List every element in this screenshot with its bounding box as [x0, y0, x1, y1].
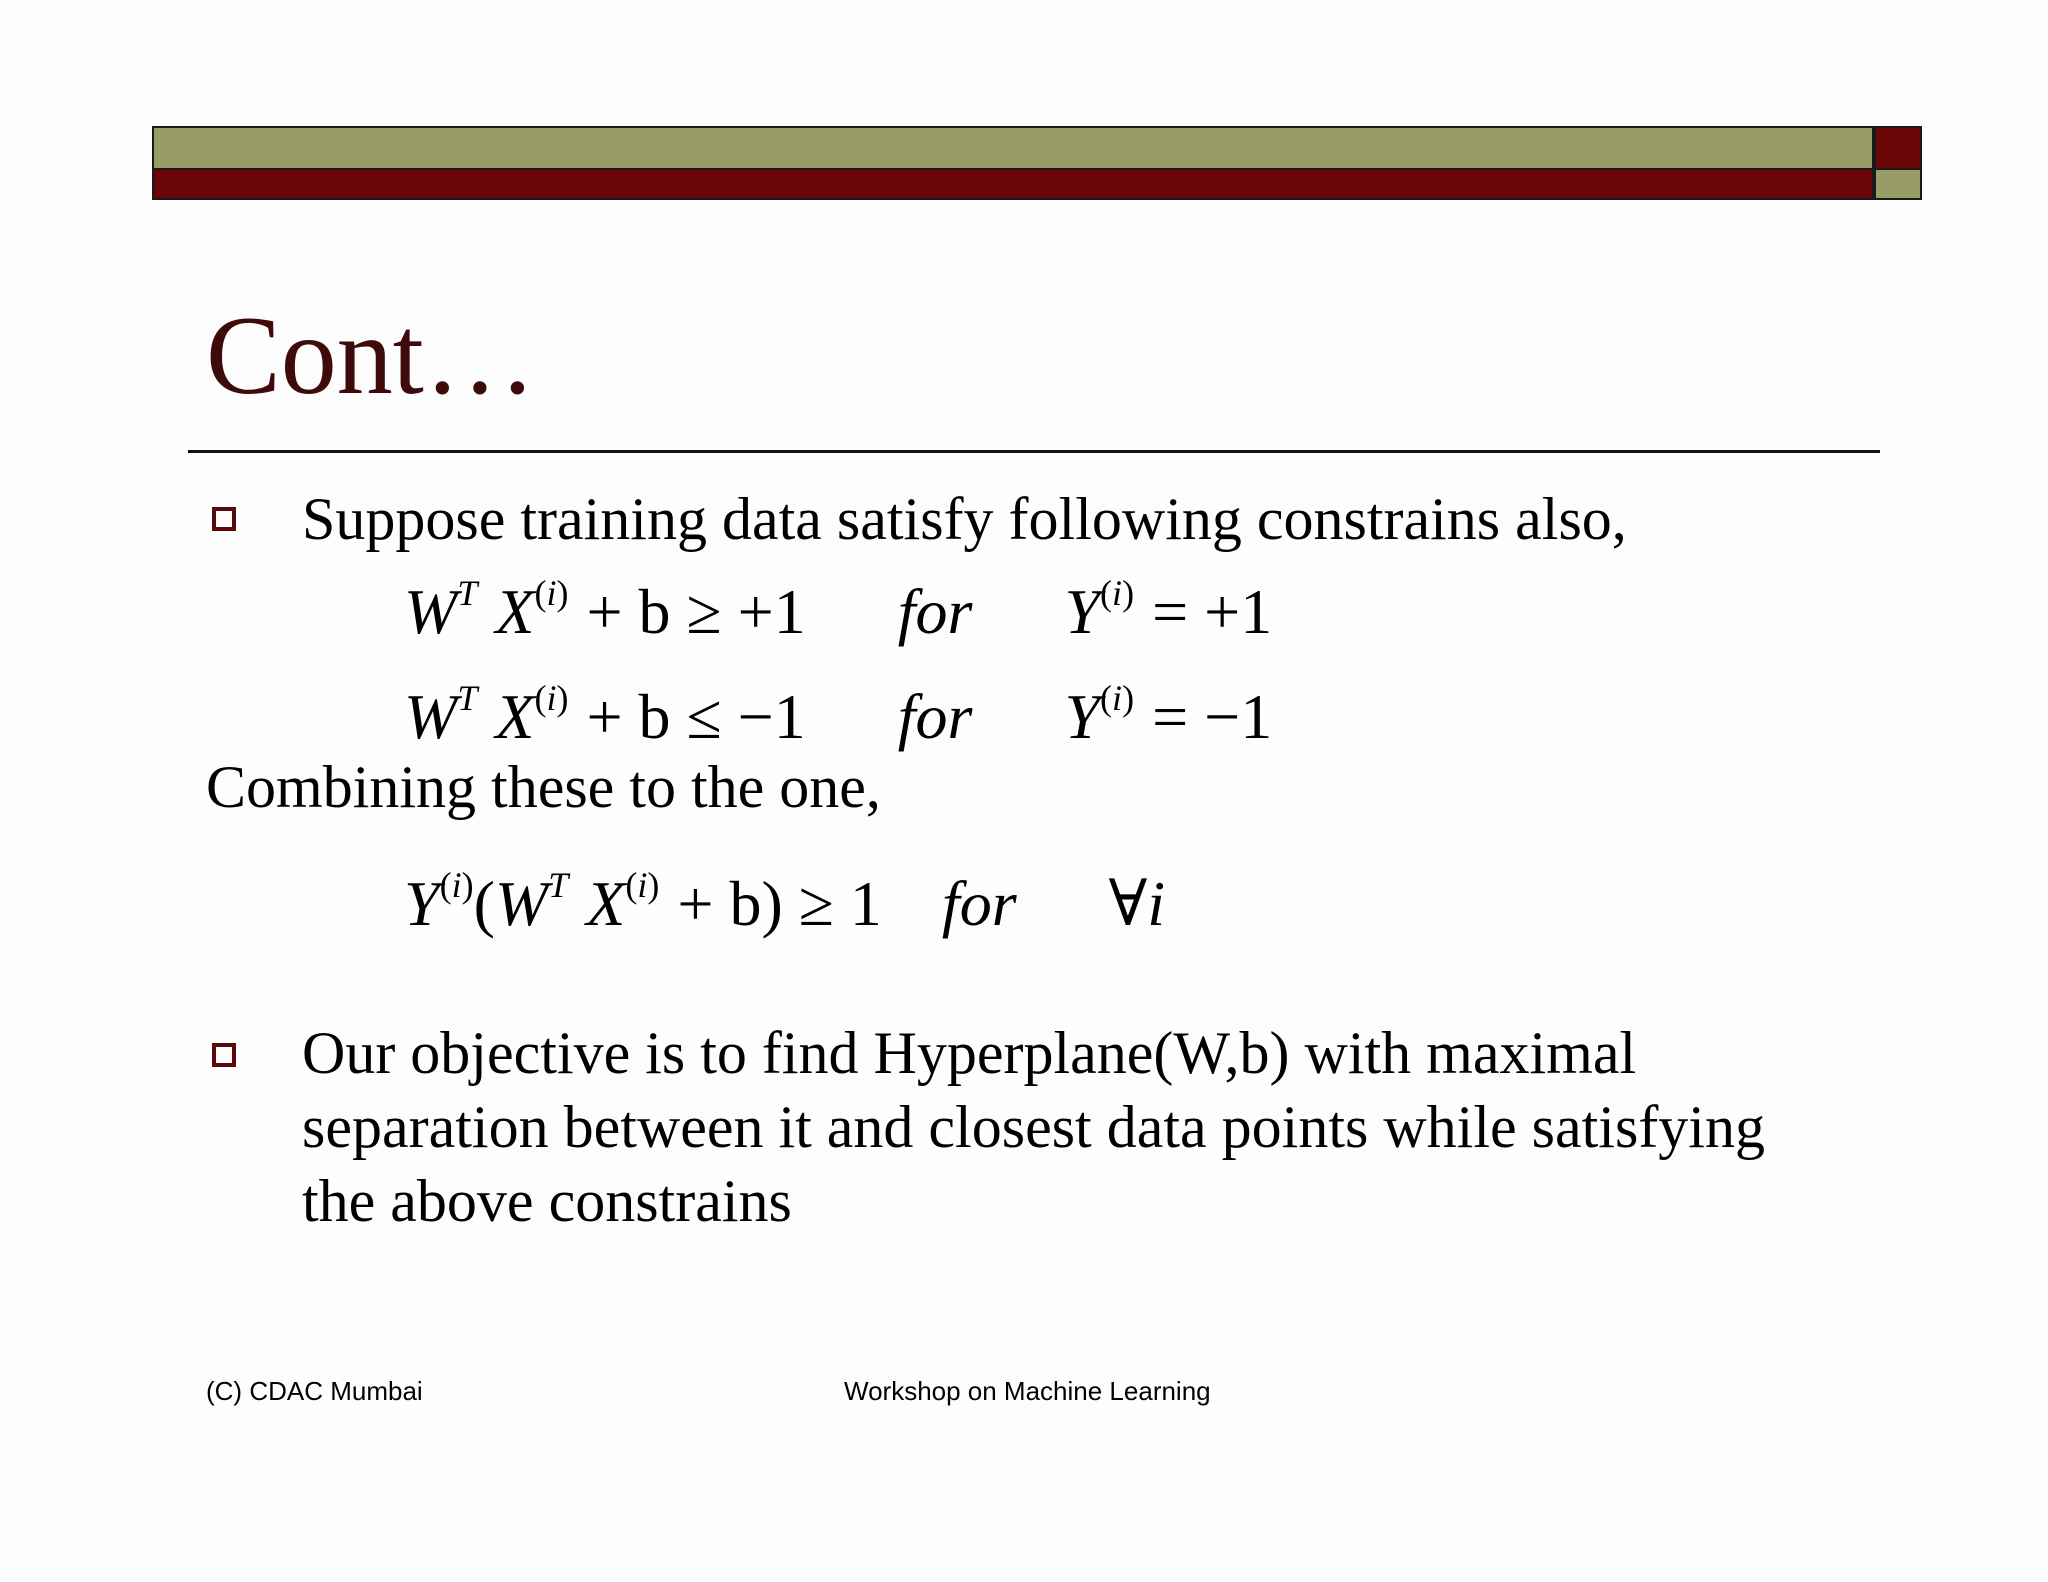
bullet-text-objective-line-1: Our objective is to find Hyperplane(W,b) with maximal [302, 1020, 1637, 1086]
bullet-text-objective-line-3: the above constrains [302, 1168, 792, 1234]
header-bar-maroon [152, 170, 1874, 200]
equation-3-lhs: + b) ≥ 1 [677, 868, 882, 939]
equation-3-for: for [941, 868, 1017, 939]
equation-constraint-negative: $W^T$ $X^{(i)} + b \le -1$ for $Y^{(i)} = -1$ [404, 678, 1273, 752]
footer-workshop-title: Workshop on Machine Learning [844, 1376, 1211, 1406]
equation-1-lhs: + b ≥ +1 [586, 576, 806, 647]
bullet-square-icon [212, 507, 236, 531]
header-square-maroon [1874, 126, 1922, 170]
bullet-text-objective-line-2: separation between it and closest data points while satisfying [302, 1094, 1765, 1160]
equation-1-rhs: = +1 [1152, 576, 1273, 647]
equation-2-for: for [897, 681, 973, 752]
slide-title: Cont… [206, 294, 536, 418]
equation-2-rhs: = −1 [1152, 681, 1273, 752]
equation-combined-constraint: $Y^{(i)}(W^T$ $X^{(i)} + b) \ge 1$ for ∀i [404, 865, 1165, 939]
equation-3-forall: ∀ [1108, 868, 1148, 939]
bullet-text-constraints: Suppose training data satisfy following constrains also, [302, 486, 1627, 552]
header-square-olive [1874, 170, 1922, 200]
combining-text: Combining these to the one, [206, 754, 881, 820]
bullet-square-icon [212, 1043, 236, 1067]
footer-copyright: (C) CDAC Mumbai [206, 1376, 423, 1406]
header-bar-olive [152, 126, 1874, 170]
equation-1-for: for [897, 576, 973, 647]
equation-constraint-positive: $W^T$ $X^{(i)} + b \ge +1$ for $Y^{(i)} = +1$ [404, 573, 1273, 647]
title-divider [188, 450, 1880, 453]
equation-2-lhs: + b ≤ −1 [586, 681, 806, 752]
